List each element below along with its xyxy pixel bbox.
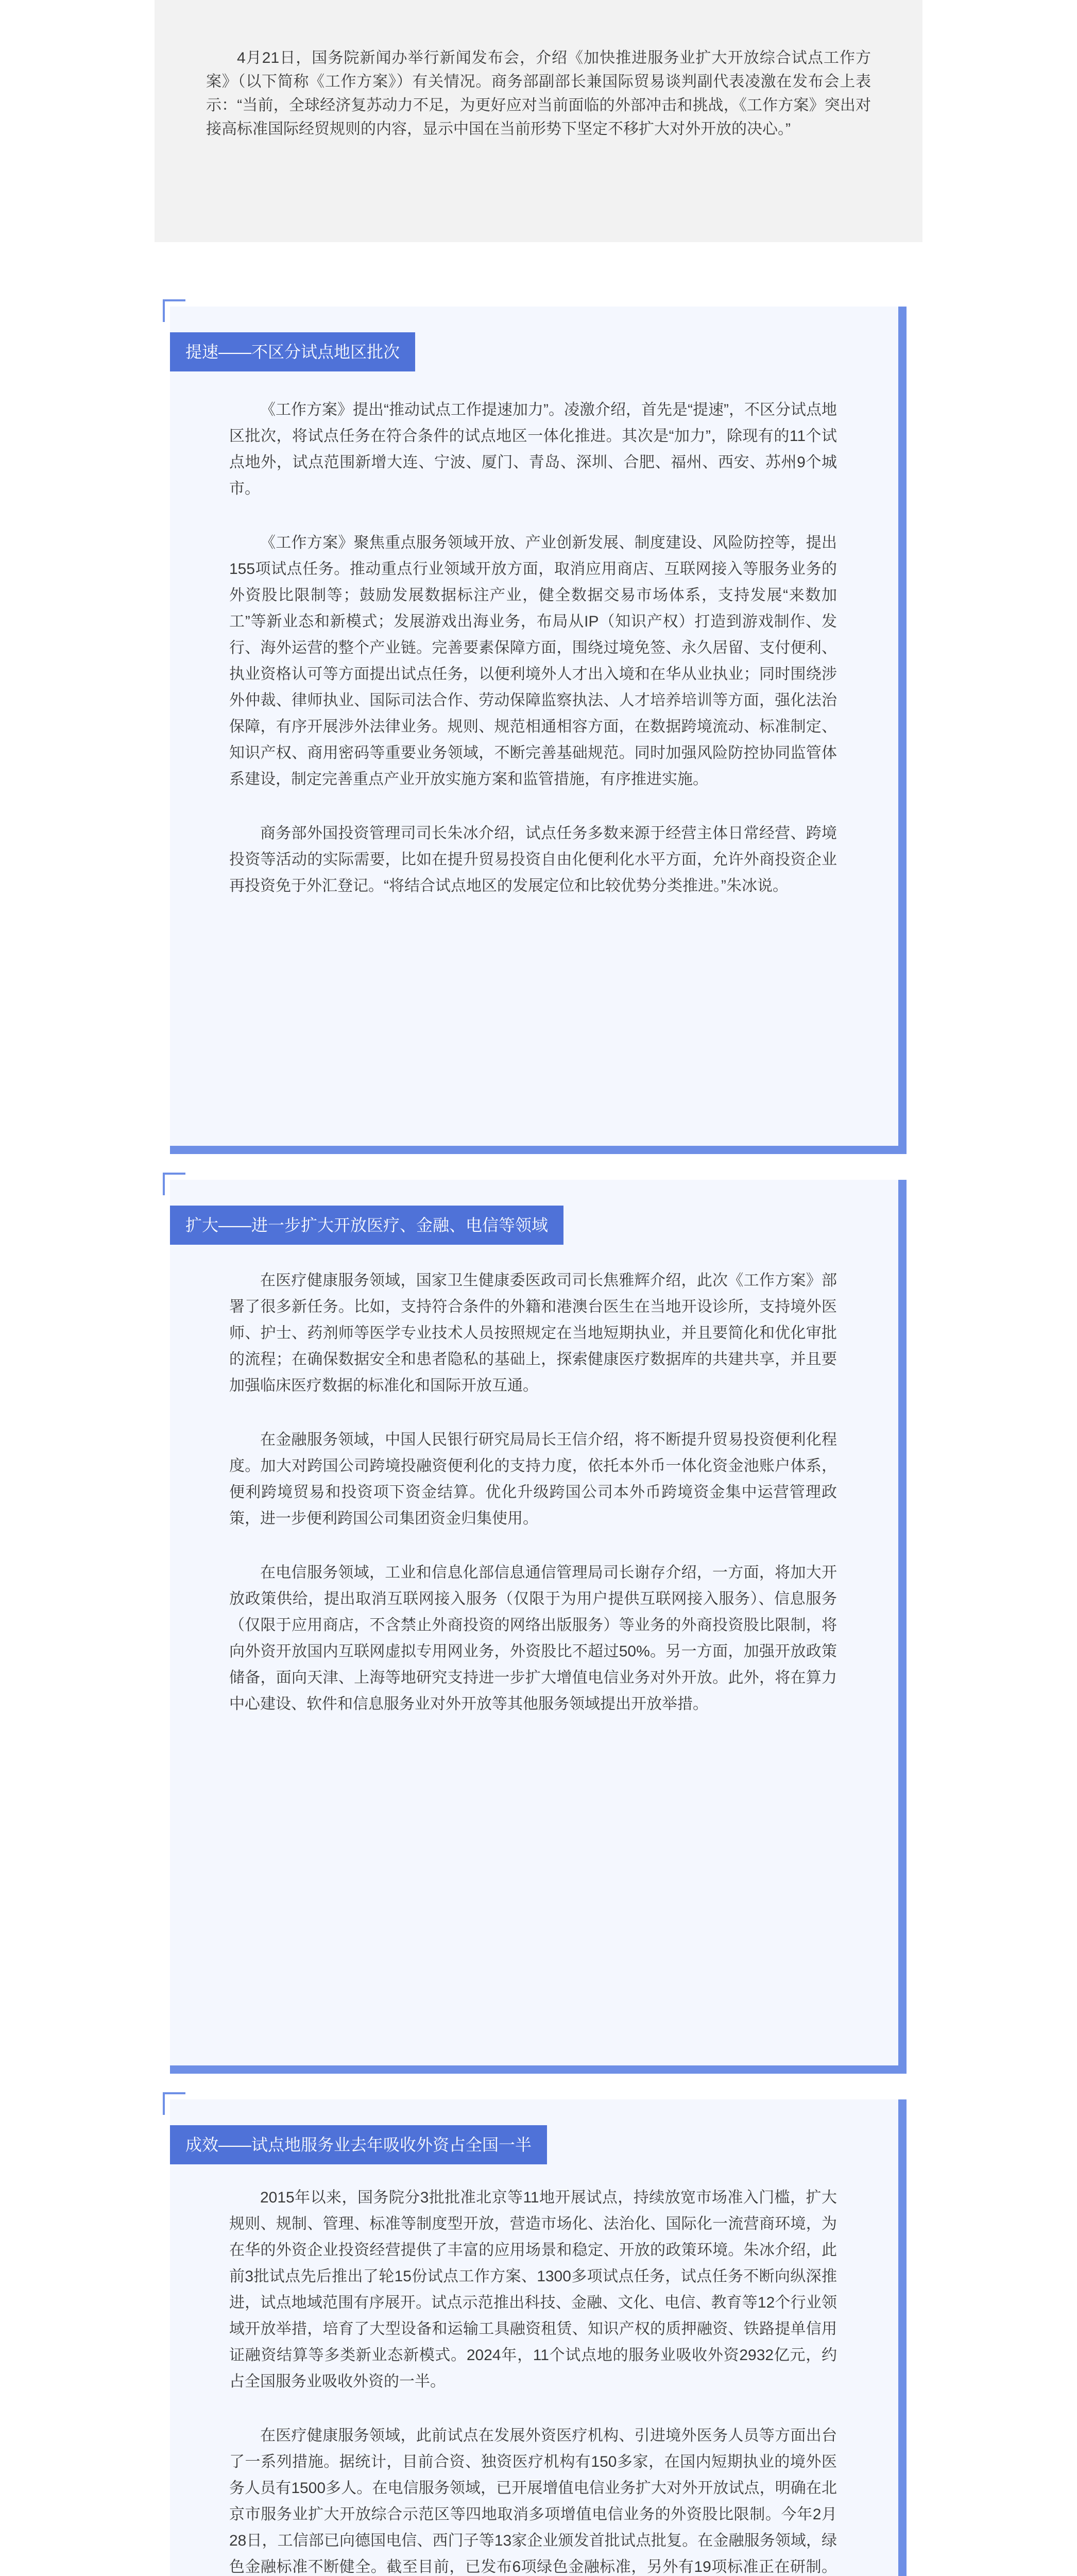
paragraph: 商务部外国投资管理司司长朱冰介绍，试点任务多数来源于经营主体日常经营、跨境投资等活动的实际需要，比如在提升贸易投资自由化便利化水平方面，允许外商投资企业再投资免于外汇登记。“将结合试点地区的发展定位和比较优势分类推进。”朱冰说。 <box>229 825 837 894</box>
section-body <box>229 1267 837 1745</box>
section-body <box>229 397 837 927</box>
paragraph: 在医疗健康服务领域，国家卫生健康委医政司司长焦雅辉介绍，此次《工作方案》部署了很多新任务。比如，支持符合条件的外籍和港澳台医生在当地开设诊所，支持境外医师、护士、药剂师等医学专业技术人员按照规定在当地短期执业，并且要简化和优化审批的流程；在确保数据安全和患者隐私的基础上，探索健康医疗数据库的共建共享，并且要加强临床医疗数据的标准化和国际开放互通。 <box>229 1272 837 1394</box>
section-expand <box>170 1180 907 2074</box>
section-title: 扩大——进一步扩大开放医疗、金融、电信等领域 <box>170 1206 563 1245</box>
intro-box <box>155 0 922 242</box>
paragraph: 在金融服务领域，中国人民银行研究局局长王信介绍，将不断提升贸易投资便利化程度。加大对跨国公司跨境投融资便利化的支持力度，依托本外币一体化资金池账户体系，便利跨境贸易和投资项下资金结算。优化升级跨国公司本外币跨境资金集中运营管理政策，进一步便利跨国公司集团资金归集使用。 <box>229 1431 837 1527</box>
paragraph: 在医疗健康服务领域，此前试点在发展外资医疗机构、引进境外医务人员等方面出台了一系列措施。据统计，目前合资、独资医疗机构有150多家，在国内短期执业的境外医务人员有1500多人。在电信服务领域，已开展增值电信业务扩大对外开放试点，明确在北京市服务业扩大开放综合示范区等四地取消多项增值电信业务的外资股比限制。今年2月28日，工信部已向德国电信、西门子等13家企业颁发首批试点批复。在金融服务领域，绿色金融标准不断健全。截至目前，已发布6项绿色金融标准，另外有19项标准正在研制。 <box>229 2427 837 2575</box>
section-speedup <box>170 307 907 1154</box>
paragraph: 《工作方案》聚焦重点服务领域开放、产业创新发展、制度建设、风险防控等，提出155项试点任务。推动重点行业领域开放方面，取消应用商店、互联网接入等服务业务的外资股比限制等；鼓励发展数据标注产业，健全数据交易市场体系，支持发展“来数加工”等新业态和新模式；发展游戏出海业务，布局从IP（知识产权）打造到游戏制作、发行、海外运营的整个产业链。完善要素保障方面，围绕过境免签、永久居留、支付便利、执业资格认可等方面提出试点任务，以便利境外人才出入境和在华从业执业；同时围绕涉外仲裁、律师执业、国际司法合作、劳动保障监察执法、人才培养培训等方面，强化法治保障，有序开展涉外法律业务。规则、规范相通相容方面，在数据跨境流动、标准制定、知识产权、商用密码等重要业务领域，不断完善基础规范。同时加强风险防控协同监管体系建设，制定完善重点产业开放实施方案和监管措施，有序推进实施。 <box>229 534 837 788</box>
paragraph: 在电信服务领域，工业和信息化部信息通信管理局司长谢存介绍，一方面，将加大开放政策供给，提出取消互联网接入服务（仅限于为用户提供互联网接入服务）、信息服务（仅限于应用商店，不含禁止外商投资的网络出版服务）等业务的外商投资股比限制，将向外资开放国内互联网虚拟专用网业务，外资股比不超过50%。另一方面，加强开放政策储备，面向天津、上海等地研究支持进一步扩大增值电信业务对外开放。此外，将在算力中心建设、软件和信息服务业对外开放等其他服务领域提出开放举措。 <box>229 1564 837 1713</box>
intro-paragraph: 4月21日，国务院新闻办举行新闻发布会，介绍《加快推进服务业扩大开放综合试点工作方案》（以下简称《工作方案》）有关情况。商务部副部长兼国际贸易谈判副代表凌激在发布会上表示：“当前，全球经济复苏动力不足，为更好应对当前面临的外部冲击和挑战，《工作方案》突出对接高标准国际经贸规则的内容，显示中国在当前形势下坚定不移扩大对外开放的决心。” <box>206 49 871 138</box>
section-title: 成效——试点地服务业去年吸收外资占全国一半 <box>170 2125 547 2164</box>
section-results <box>170 2099 907 2576</box>
paragraph: 《工作方案》提出“推动试点工作提速加力”。凌激介绍，首先是“提速”，不区分试点地区批次，将试点任务在符合条件的试点地区一体化推进。其次是“加力”，除现有的11个试点地外，试点范围新增大连、宁波、厦门、青岛、深圳、合肥、福州、西安、苏州9个城市。 <box>229 401 837 497</box>
section-body <box>229 2184 837 2576</box>
paragraph: 2015年以来，国务院分3批批准北京等11地开展试点，持续放宽市场准入门槛，扩大规则、规制、管理、标准等制度型开放，营造市场化、法治化、国际化一流营商环境，为在华的外资企业投资经营提供了丰富的应用场景和稳定、开放的政策环境。朱冰介绍，此前3批试点先后推出了轮15份试点工作方案、1300多项试点任务，试点任务不断向纵深推进，试点地域范围有序展开。试点示范推出科技、金融、文化、电信、教育等12个行业领域开放举措，培育了大型设备和运输工具融资租赁、知识产权的质押融资、铁路提单信用证融资结算等多类新业态新模式。2024年，11个试点地的服务业吸收外资2932亿元，约占全国服务业吸收外资的一半。 <box>229 2189 837 2390</box>
section-title: 提速——不区分试点地区批次 <box>170 332 415 371</box>
